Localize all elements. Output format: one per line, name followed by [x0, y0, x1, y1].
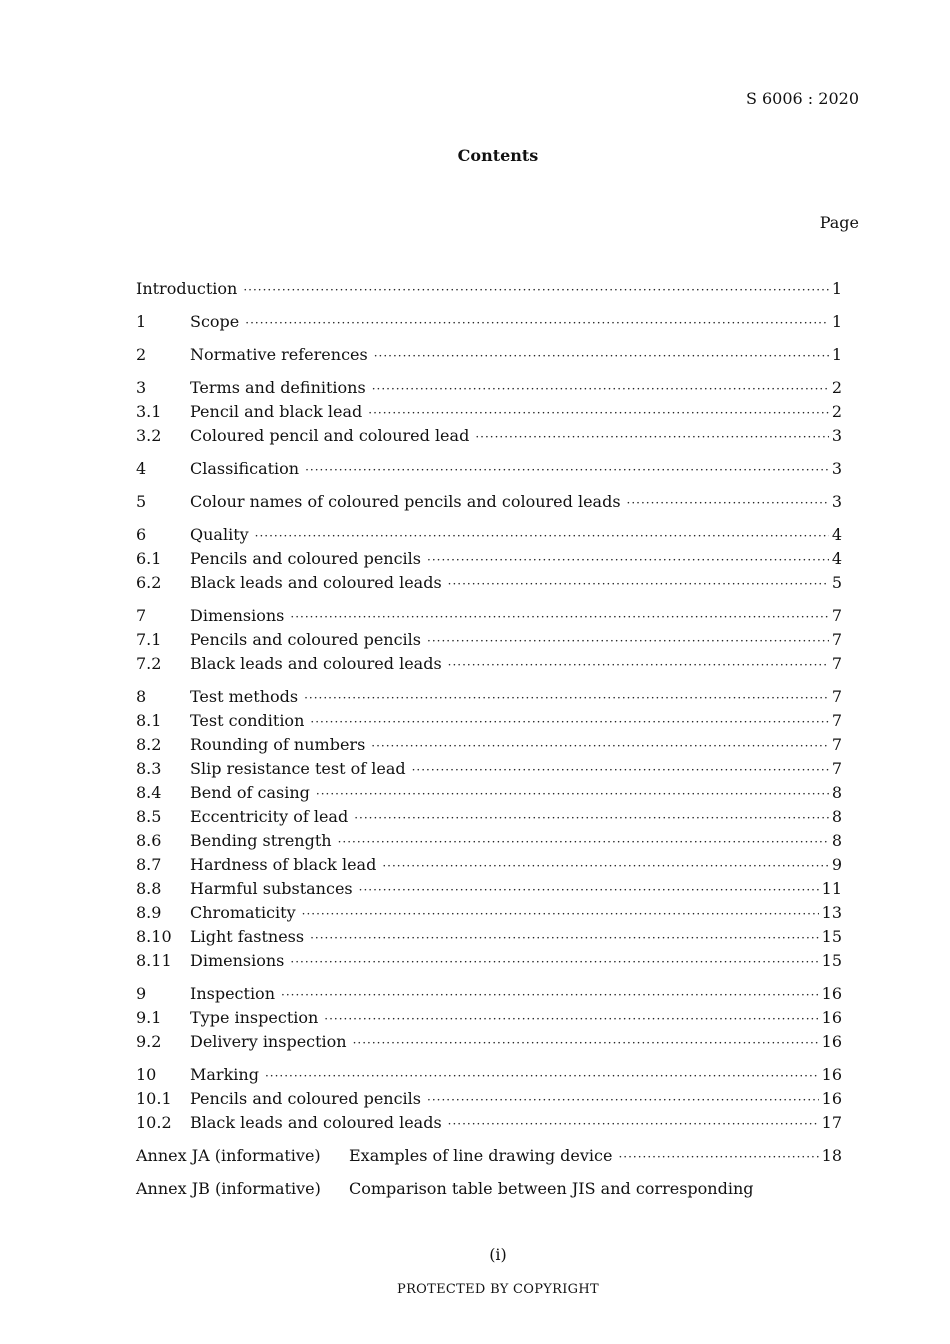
- toc-entry-title: Eccentricity of lead: [190, 807, 349, 826]
- toc-entry-title: Inspection: [190, 984, 275, 1003]
- toc-entry-title: Quality: [190, 525, 249, 544]
- doc-number: S 6006 : 2020: [745, 89, 859, 108]
- toc-entry-page: 3: [831, 426, 842, 445]
- annex-label: Annex JB (informative): [136, 1179, 321, 1198]
- toc-entry-title: Classification: [190, 459, 300, 478]
- toc-entry-number: 1: [136, 312, 147, 331]
- toc-entry-number: 3.1: [136, 402, 162, 421]
- toc-entry-title: Terms and definitions: [190, 378, 366, 397]
- dot-leader: [316, 787, 829, 801]
- toc-entry[interactable]: [136, 549, 842, 573]
- toc-entry[interactable]: [136, 927, 842, 951]
- toc-entry-title: Pencil and black lead: [190, 402, 363, 421]
- toc-entry[interactable]: [136, 711, 842, 735]
- toc-entry[interactable]: [136, 492, 842, 516]
- toc-entry-number: 2: [136, 345, 147, 364]
- toc-entry-title: Dimensions: [190, 606, 285, 625]
- toc-entry-title: Delivery inspection: [190, 1032, 347, 1051]
- dot-leader: [475, 430, 829, 444]
- toc-entry-number: 7.2: [136, 654, 162, 673]
- toc-entry-page: 2: [831, 378, 842, 397]
- dot-leader: [618, 1150, 818, 1164]
- toc-entry[interactable]: [136, 735, 842, 759]
- toc-entry-page: 7: [831, 759, 842, 778]
- toc-entry-number: 8.10: [136, 927, 172, 946]
- dot-leader: [290, 610, 828, 624]
- toc-entry-page: 1: [831, 345, 842, 364]
- toc-entry-number: 8.5: [136, 807, 162, 826]
- toc-entry[interactable]: [136, 1113, 842, 1137]
- toc-entry[interactable]: [136, 312, 842, 336]
- dot-leader: [448, 658, 829, 672]
- toc-entry-number: 3: [136, 378, 147, 397]
- toc-entry-number: 8.8: [136, 879, 162, 898]
- toc-entry[interactable]: [136, 903, 842, 927]
- annex-title: Comparison table between JIS and corresponding: [349, 1179, 754, 1198]
- toc-entry[interactable]: [136, 831, 842, 855]
- dot-leader: [374, 349, 829, 363]
- toc-entry-title: Bend of casing: [190, 783, 310, 802]
- toc-entry-title: Test methods: [190, 687, 299, 706]
- toc-entry-title: Dimensions: [190, 951, 285, 970]
- toc-entry-title: Scope: [190, 312, 240, 331]
- toc-entry-number: 5: [136, 492, 147, 511]
- toc-entry-title: Type inspection: [190, 1008, 319, 1027]
- toc-entry-page: 3: [831, 459, 842, 478]
- table-of-contents: [136, 279, 842, 1203]
- toc-entry[interactable]: [136, 807, 842, 831]
- dot-leader: [304, 691, 829, 705]
- toc-entry-title: Marking: [190, 1065, 259, 1084]
- toc-entry-number: 8.9: [136, 903, 162, 922]
- toc-entry[interactable]: [136, 855, 842, 879]
- dot-leader: [354, 811, 829, 825]
- toc-entry-number: 8.11: [136, 951, 172, 970]
- dot-leader: [305, 463, 829, 477]
- dot-leader: [372, 382, 829, 396]
- toc-entry-page: 7: [831, 735, 842, 754]
- dot-leader: [281, 988, 819, 1002]
- toc-entry[interactable]: [136, 951, 842, 975]
- dot-leader: [427, 634, 829, 648]
- annex-entry[interactable]: [136, 1146, 842, 1170]
- toc-entry-page: 1: [831, 312, 842, 331]
- toc-entry-title: Harmful substances: [190, 879, 353, 898]
- toc-entry-number: 8.6: [136, 831, 162, 850]
- toc-entry-page: 16: [821, 1032, 842, 1051]
- dot-leader: [243, 283, 828, 297]
- toc-entry[interactable]: [136, 1032, 842, 1056]
- dot-leader: [371, 739, 829, 753]
- dot-leader: [412, 763, 829, 777]
- toc-entry-number: 6: [136, 525, 147, 544]
- toc-entry-page: 16: [821, 1008, 842, 1027]
- toc-entry-title: Pencils and coloured pencils: [190, 630, 421, 649]
- dot-leader: [353, 1036, 819, 1050]
- toc-entry[interactable]: [136, 525, 842, 549]
- toc-entry-title: Normative references: [190, 345, 368, 364]
- toc-entry-page: 8: [831, 831, 842, 850]
- dot-leader: [382, 859, 829, 873]
- dot-leader: [310, 715, 828, 729]
- toc-entry-page: 1: [831, 279, 842, 298]
- toc-entry-page: 7: [831, 654, 842, 673]
- dot-leader: [290, 955, 818, 969]
- toc-entry[interactable]: [136, 378, 842, 402]
- toc-entry-number: 10: [136, 1065, 157, 1084]
- toc-entry-title: Colour names of coloured pencils and coloured leads: [190, 492, 621, 511]
- toc-entry-page: 4: [831, 525, 842, 544]
- toc-entry[interactable]: [136, 426, 842, 450]
- toc-entry-page: 15: [821, 927, 842, 946]
- toc-entry[interactable]: [136, 573, 842, 597]
- toc-entry-number: 8.2: [136, 735, 162, 754]
- toc-entry[interactable]: [136, 687, 842, 711]
- toc-entry-number: 8: [136, 687, 147, 706]
- toc-entry-title: Slip resistance test of lead: [190, 759, 406, 778]
- toc-entry-title: Coloured pencil and coloured lead: [190, 426, 470, 445]
- toc-entry-page: 2: [831, 402, 842, 421]
- toc-entry[interactable]: [136, 654, 842, 678]
- toc-entry[interactable]: [136, 279, 842, 303]
- toc-entry-page: 15: [821, 951, 842, 970]
- toc-entry-page: 7: [831, 630, 842, 649]
- toc-entry-number: 4: [136, 459, 147, 478]
- dot-leader: [310, 931, 819, 945]
- page-column-label: Page: [819, 213, 859, 232]
- dot-leader: [448, 1117, 819, 1131]
- annex-entry[interactable]: [136, 1179, 842, 1203]
- dot-leader: [324, 1012, 818, 1026]
- dot-leader: [448, 577, 829, 591]
- toc-entry-page: 7: [831, 711, 842, 730]
- toc-entry-page: 11: [821, 879, 842, 898]
- toc-entry-number: 8.3: [136, 759, 162, 778]
- toc-entry-page: 4: [831, 549, 842, 568]
- toc-entry-title: Black leads and coloured leads: [190, 654, 442, 673]
- dot-leader: [338, 835, 829, 849]
- toc-entry-number: 8.4: [136, 783, 162, 802]
- toc-entry-page: 7: [831, 687, 842, 706]
- toc-entry-page: 8: [831, 783, 842, 802]
- toc-entry-title: Chromaticity: [190, 903, 296, 922]
- toc-entry-page: 5: [831, 573, 842, 592]
- toc-entry-page: 13: [821, 903, 842, 922]
- dot-leader: [359, 883, 819, 897]
- toc-entry[interactable]: [136, 459, 842, 483]
- annex-label: Annex JA (informative): [136, 1146, 321, 1165]
- toc-entry-number: 7: [136, 606, 147, 625]
- toc-entry-title: Pencils and coloured pencils: [190, 549, 421, 568]
- toc-entry-page: 17: [821, 1113, 842, 1132]
- dot-leader: [627, 496, 829, 510]
- dot-leader: [265, 1069, 819, 1083]
- toc-entry-number: 7.1: [136, 630, 162, 649]
- annex-page: 18: [821, 1146, 842, 1165]
- toc-entry-number: 3.2: [136, 426, 162, 445]
- toc-entry-title: Pencils and coloured pencils: [190, 1089, 421, 1108]
- toc-entry-number: 10.1: [136, 1089, 172, 1108]
- toc-entry[interactable]: [136, 759, 842, 783]
- toc-entry[interactable]: [136, 630, 842, 654]
- toc-entry-title: Black leads and coloured leads: [190, 573, 442, 592]
- toc-entry-title: Introduction: [136, 279, 238, 298]
- page-title: Contents: [457, 146, 539, 165]
- toc-entry-page: 16: [821, 1089, 842, 1108]
- toc-entry[interactable]: [136, 879, 842, 903]
- page-folio: (i): [489, 1245, 507, 1264]
- toc-entry-page: 16: [821, 1065, 842, 1084]
- toc-entry-page: 16: [821, 984, 842, 1003]
- dot-leader: [245, 316, 829, 330]
- toc-entry-title: Light fastness: [190, 927, 305, 946]
- toc-entry-title: Test condition: [190, 711, 305, 730]
- toc-entry[interactable]: [136, 1089, 842, 1113]
- toc-entry-title: Black leads and coloured leads: [190, 1113, 442, 1132]
- annex-title: Examples of line drawing device: [349, 1146, 613, 1165]
- toc-entry-title: Rounding of numbers: [190, 735, 366, 754]
- toc-entry-page: 3: [831, 492, 842, 511]
- toc-entry-page: 9: [831, 855, 842, 874]
- toc-entry-number: 9: [136, 984, 147, 1003]
- toc-entry-title: Bending strength: [190, 831, 332, 850]
- toc-entry-title: Hardness of black lead: [190, 855, 377, 874]
- toc-entry-number: 8.7: [136, 855, 162, 874]
- toc-entry-page: 7: [831, 606, 842, 625]
- toc-entry[interactable]: [136, 984, 842, 1008]
- dot-leader: [427, 1093, 819, 1107]
- toc-entry-number: 9.1: [136, 1008, 162, 1027]
- toc-entry-number: 6.2: [136, 573, 162, 592]
- dot-leader: [255, 529, 829, 543]
- toc-entry[interactable]: [136, 402, 842, 426]
- toc-entry-page: 8: [831, 807, 842, 826]
- toc-entry[interactable]: [136, 345, 842, 369]
- toc-entry-number: 9.2: [136, 1032, 162, 1051]
- toc-entry[interactable]: [136, 606, 842, 630]
- toc-entry-number: 10.2: [136, 1113, 172, 1132]
- toc-entry[interactable]: [136, 1065, 842, 1089]
- dot-leader: [427, 553, 829, 567]
- toc-entry[interactable]: [136, 1008, 842, 1032]
- copyright-notice: PROTECTED BY COPYRIGHT: [397, 1282, 599, 1297]
- dot-leader: [302, 907, 819, 921]
- toc-entry[interactable]: [136, 783, 842, 807]
- dot-leader: [368, 406, 829, 420]
- toc-entry-number: 6.1: [136, 549, 162, 568]
- toc-entry-number: 8.1: [136, 711, 162, 730]
